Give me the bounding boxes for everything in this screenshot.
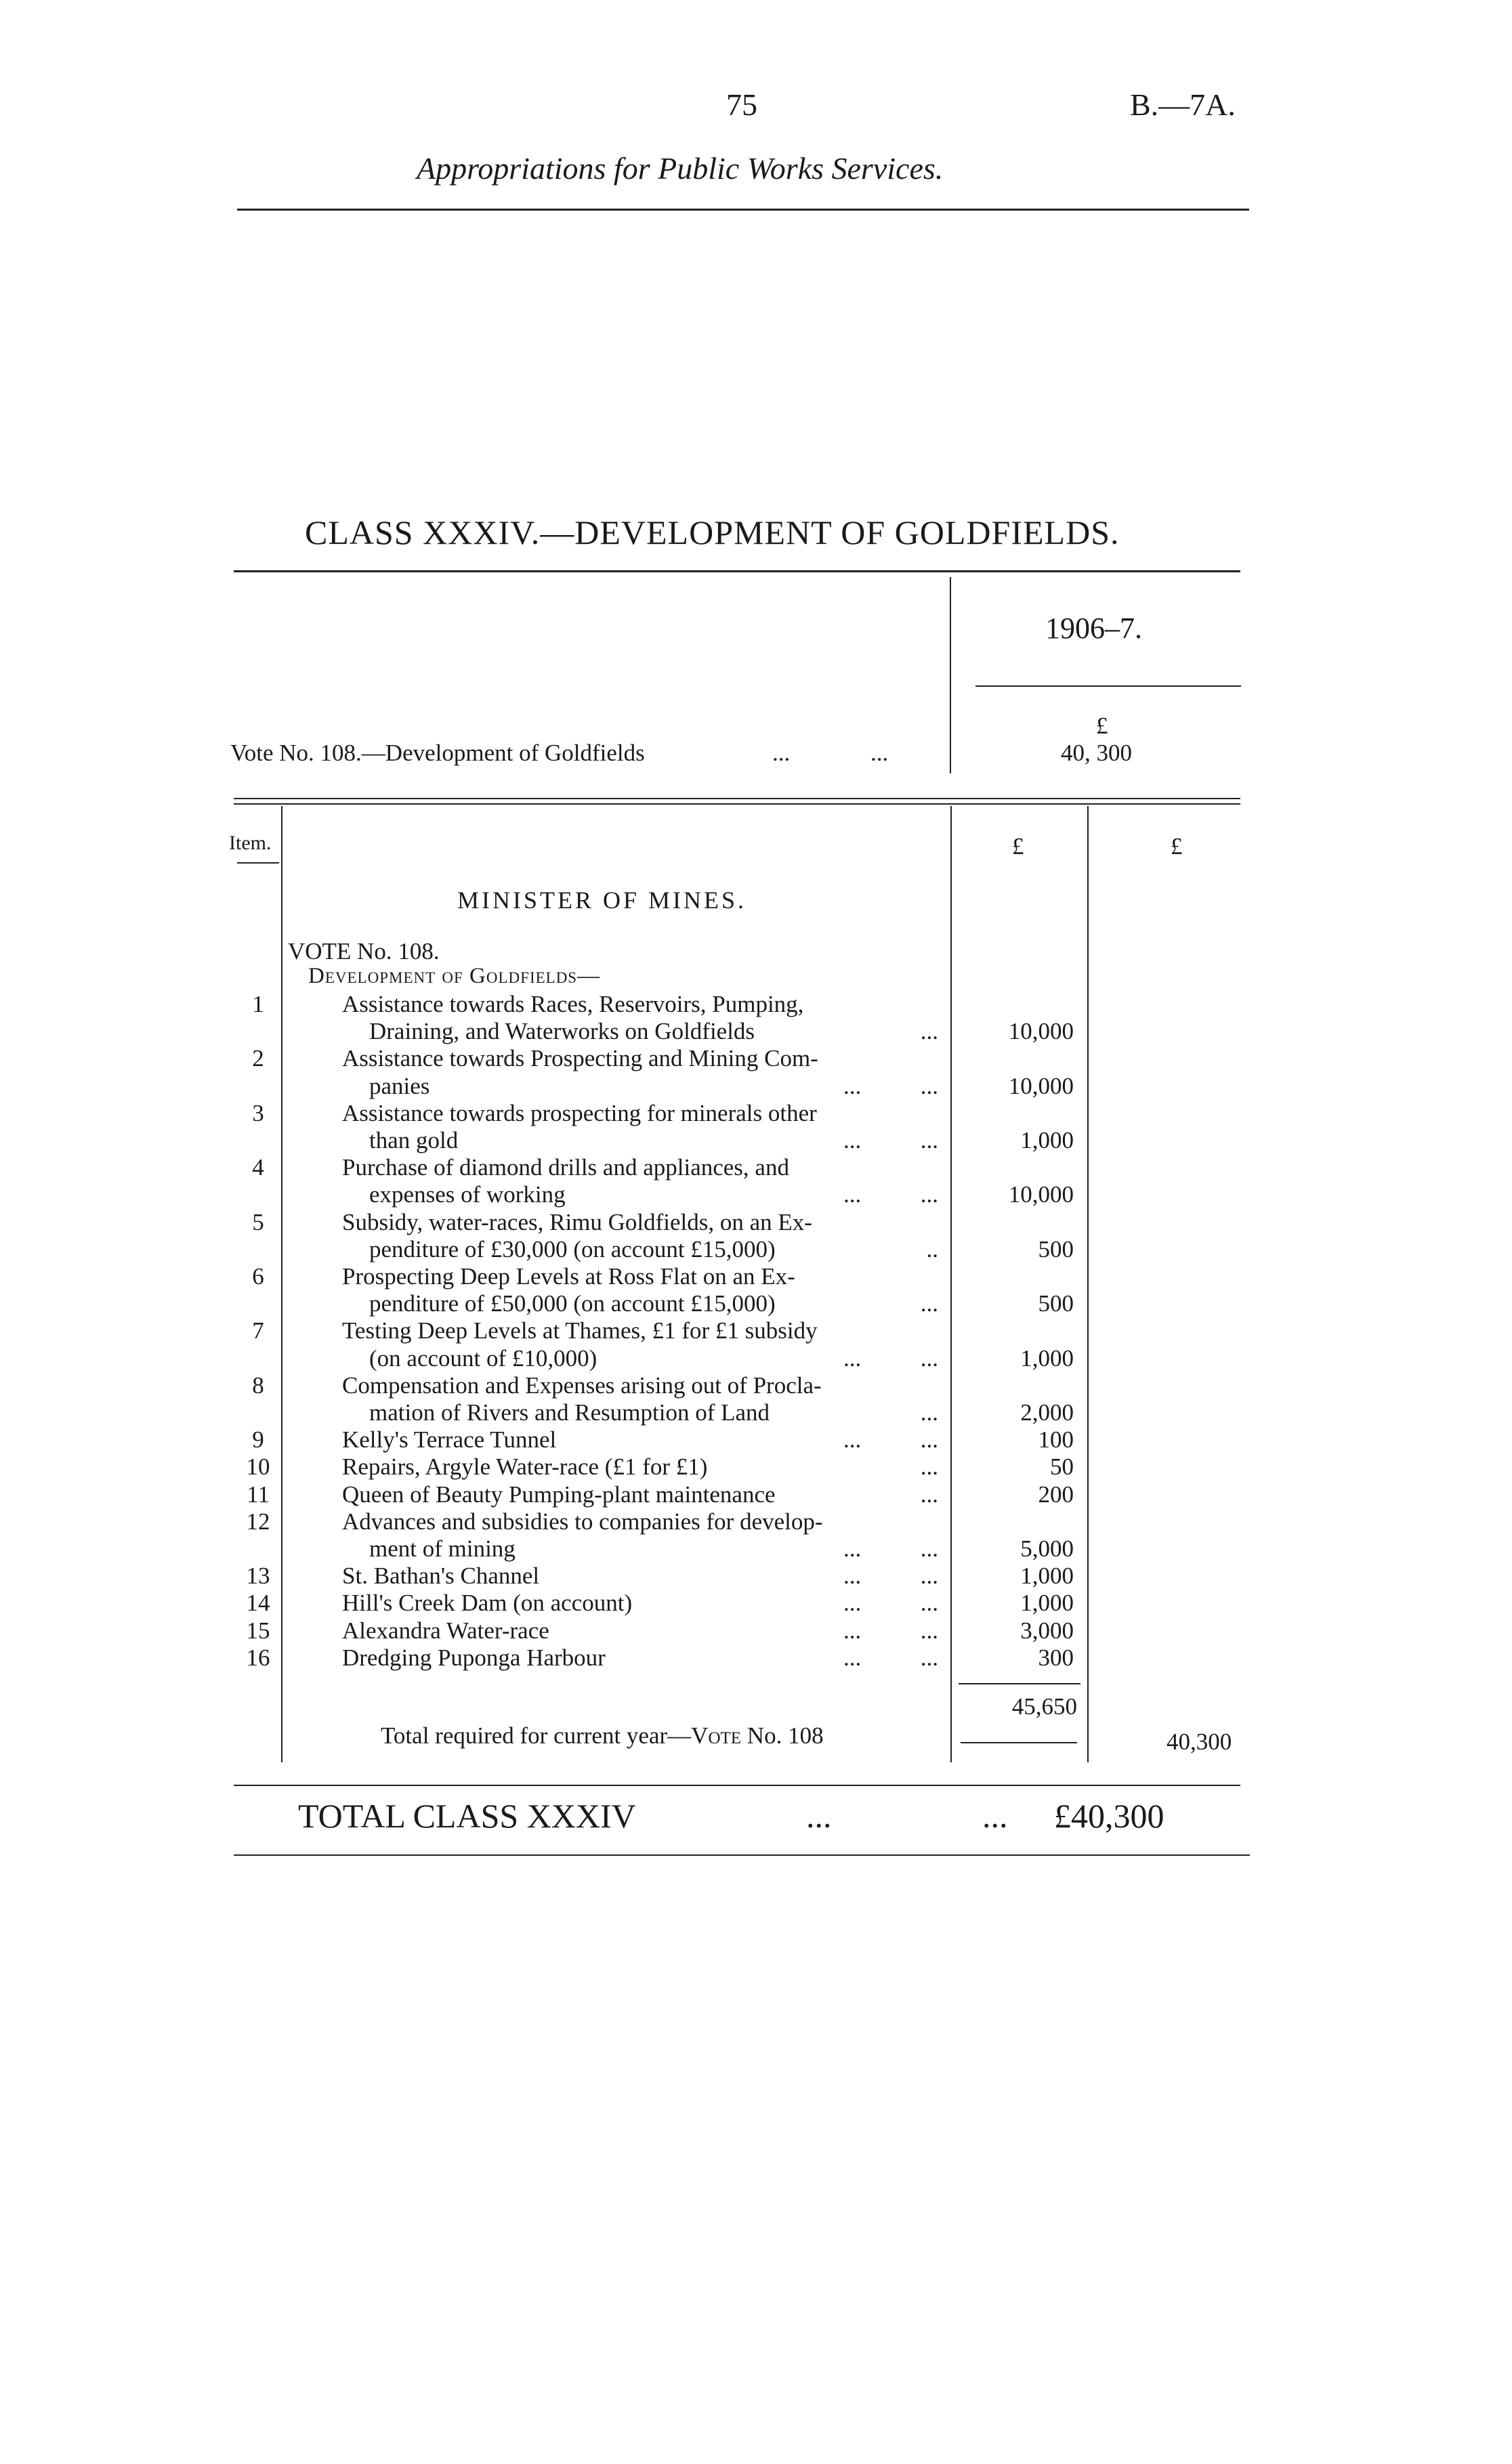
item-dot-leader: ... ... bbox=[843, 1590, 938, 1617]
item-description: Repairs, Argyle Water-race (£1 for £1) bbox=[342, 1453, 708, 1481]
item-number: 7 bbox=[252, 1317, 264, 1344]
total-amount: 40,300 bbox=[1167, 1728, 1232, 1755]
table-top-rule bbox=[234, 798, 1240, 799]
item-dot-leader: .. bbox=[926, 1235, 938, 1262]
year-heading: 1906–7. bbox=[1045, 612, 1142, 645]
vote-line-label: Vote No. 108.—Development of Goldfields bbox=[230, 740, 645, 766]
total-amount-rule bbox=[961, 1742, 1077, 1743]
item-amount: 500 bbox=[1038, 1235, 1074, 1262]
item-description: Compensation and Expenses arising out of Procla- bbox=[342, 1372, 822, 1399]
currency-header-col1: £ bbox=[1012, 833, 1024, 859]
item-dot-leader: ... ... bbox=[843, 1344, 938, 1372]
item-description: Dredging Puponga Harbour bbox=[342, 1644, 606, 1671]
item-column-divider bbox=[281, 806, 282, 1762]
item-number: 1 bbox=[252, 991, 264, 1017]
year-column-divider bbox=[950, 577, 951, 773]
item-number: 11 bbox=[247, 1481, 270, 1508]
item-dot-leader: ... ... bbox=[843, 1535, 938, 1562]
item-description: Advances and subsidies to companies for develop- bbox=[342, 1508, 823, 1535]
item-description: Alexandra Water-race bbox=[342, 1617, 549, 1644]
class-total-label: TOTAL CLASS XXXIV bbox=[298, 1797, 636, 1835]
vote-small-caps: Vote bbox=[691, 1722, 742, 1749]
vote-line-dots: ... bbox=[870, 740, 889, 766]
item-amount: 1,000 bbox=[1020, 1563, 1074, 1590]
amount-column-divider bbox=[1087, 806, 1089, 1762]
item-amount: 1,000 bbox=[1020, 1344, 1074, 1372]
item-description: Subsidy, water-races, Rimu Goldfields, on an Ex- bbox=[342, 1208, 812, 1235]
item-amount: 2,000 bbox=[1020, 1399, 1074, 1426]
subtotal-rule bbox=[959, 1683, 1080, 1684]
item-description-continuation: panies bbox=[369, 1072, 430, 1099]
item-number: 3 bbox=[252, 1099, 264, 1126]
item-description: Purchase of diamond drills and appliances, and bbox=[342, 1154, 789, 1181]
page-number: 75 bbox=[726, 87, 757, 122]
item-dot-leader: ... bbox=[920, 1481, 938, 1508]
item-amount: 3,000 bbox=[1020, 1617, 1074, 1644]
item-amount: 100 bbox=[1038, 1426, 1074, 1453]
item-description-continuation: penditure of £30,000 (on account £15,000) bbox=[369, 1235, 776, 1262]
vote-line-dots: ... bbox=[772, 740, 791, 766]
class-heading: CLASS XXXIV.—DEVELOPMENT OF GOLDFIELDS. bbox=[305, 513, 1120, 551]
class-total-dots: ... bbox=[806, 1797, 832, 1835]
header-rule bbox=[237, 209, 1249, 211]
item-description: Assistance towards prospecting for minerals other bbox=[342, 1099, 817, 1126]
item-dot-leader: ... ... bbox=[843, 1072, 938, 1099]
vote-amount: 40, 300 bbox=[1061, 740, 1132, 766]
class-total-amount: £40,300 bbox=[1054, 1797, 1164, 1835]
item-description-continuation: (on account of £10,000) bbox=[369, 1344, 597, 1372]
class-heading-rule bbox=[234, 570, 1240, 572]
item-amount: 50 bbox=[1050, 1453, 1074, 1481]
table-top-rule-double bbox=[234, 803, 1240, 805]
item-description: Queen of Beauty Pumping-plant maintenance bbox=[342, 1481, 776, 1508]
item-description-continuation: Draining, and Waterworks on Goldfields bbox=[369, 1018, 755, 1045]
item-description: Testing Deep Levels at Thames, £1 for £1 subsidy bbox=[342, 1317, 818, 1344]
item-amount: 1,000 bbox=[1020, 1590, 1074, 1617]
minister-heading: MINISTER OF MINES. bbox=[457, 887, 747, 914]
item-dot-leader: ... ... bbox=[843, 1127, 938, 1153]
item-number: 2 bbox=[252, 1045, 264, 1072]
total-label-text: Total required for current year—Vote No. 108 bbox=[381, 1722, 824, 1749]
item-number: 4 bbox=[252, 1154, 264, 1181]
item-amount: 300 bbox=[1038, 1644, 1074, 1671]
item-description-continuation: mation of Rivers and Resumption of Land bbox=[369, 1399, 770, 1426]
item-number: 13 bbox=[246, 1563, 270, 1590]
vote-number: VOTE No. 108. bbox=[288, 938, 440, 964]
currency-header-col2: £ bbox=[1171, 833, 1183, 859]
item-description: Hill's Creek Dam (on account) bbox=[342, 1590, 633, 1617]
item-amount: 10,000 bbox=[1008, 1181, 1074, 1208]
subtotal-amount: 45,650 bbox=[1011, 1693, 1077, 1720]
item-dot-leader: ... bbox=[920, 1290, 938, 1317]
item-description-continuation: penditure of £50,000 (on account £15,000) bbox=[369, 1290, 776, 1317]
item-dot-leader: ... ... bbox=[843, 1644, 938, 1671]
item-amount: 10,000 bbox=[1008, 1018, 1074, 1045]
item-description-continuation: ment of mining bbox=[369, 1535, 516, 1562]
item-amount: 1,000 bbox=[1020, 1127, 1074, 1153]
item-amount: 5,000 bbox=[1020, 1535, 1074, 1562]
item-description: Assistance towards Races, Reservoirs, Pumping, bbox=[342, 991, 804, 1017]
item-header-underline bbox=[237, 862, 279, 864]
document-reference: B.—7A. bbox=[1130, 87, 1236, 122]
item-description: Assistance towards Prospecting and Mining Com- bbox=[342, 1045, 818, 1072]
item-description-continuation: expenses of working bbox=[369, 1181, 566, 1208]
running-title: Appropriations for Public Works Services. bbox=[417, 151, 944, 186]
item-number: 9 bbox=[252, 1426, 264, 1453]
total-label bbox=[381, 1722, 824, 1749]
item-dot-leader: ... bbox=[920, 1453, 938, 1481]
item-number: 10 bbox=[246, 1453, 270, 1481]
item-number: 14 bbox=[246, 1590, 270, 1617]
item-dot-leader: ... ... bbox=[843, 1617, 938, 1644]
item-amount: 500 bbox=[1038, 1290, 1074, 1317]
item-description: Kelly's Terrace Tunnel bbox=[342, 1426, 557, 1453]
year-heading-rule bbox=[975, 685, 1241, 687]
item-number: 16 bbox=[246, 1644, 270, 1671]
item-number: 6 bbox=[252, 1263, 264, 1290]
item-amount: 200 bbox=[1038, 1481, 1074, 1508]
item-number: 15 bbox=[246, 1617, 270, 1644]
item-amount: 10,000 bbox=[1008, 1072, 1074, 1099]
table-bottom-rule bbox=[234, 1785, 1240, 1786]
item-dot-leader: ... ... bbox=[843, 1563, 938, 1590]
item-number: 12 bbox=[246, 1508, 270, 1535]
item-dot-leader: ... bbox=[920, 1399, 938, 1426]
class-total-dots: ... bbox=[982, 1797, 1008, 1835]
item-number: 8 bbox=[252, 1372, 264, 1399]
item-dot-leader: ... ... bbox=[843, 1426, 938, 1453]
item-number: 5 bbox=[252, 1208, 264, 1235]
vote-currency-symbol: £ bbox=[1096, 713, 1108, 739]
item-description-continuation: than gold bbox=[369, 1127, 459, 1153]
vote-subheading: Development of Goldfields— bbox=[308, 964, 601, 988]
class-total-rule bbox=[234, 1854, 1250, 1856]
item-description: St. Bathan's Channel bbox=[342, 1563, 540, 1590]
item-description: Prospecting Deep Levels at Ross Flat on an Ex- bbox=[342, 1263, 795, 1290]
item-dot-leader: ... bbox=[920, 1018, 938, 1045]
item-dot-leader: ... ... bbox=[843, 1181, 938, 1208]
item-column-header: Item. bbox=[229, 832, 272, 854]
